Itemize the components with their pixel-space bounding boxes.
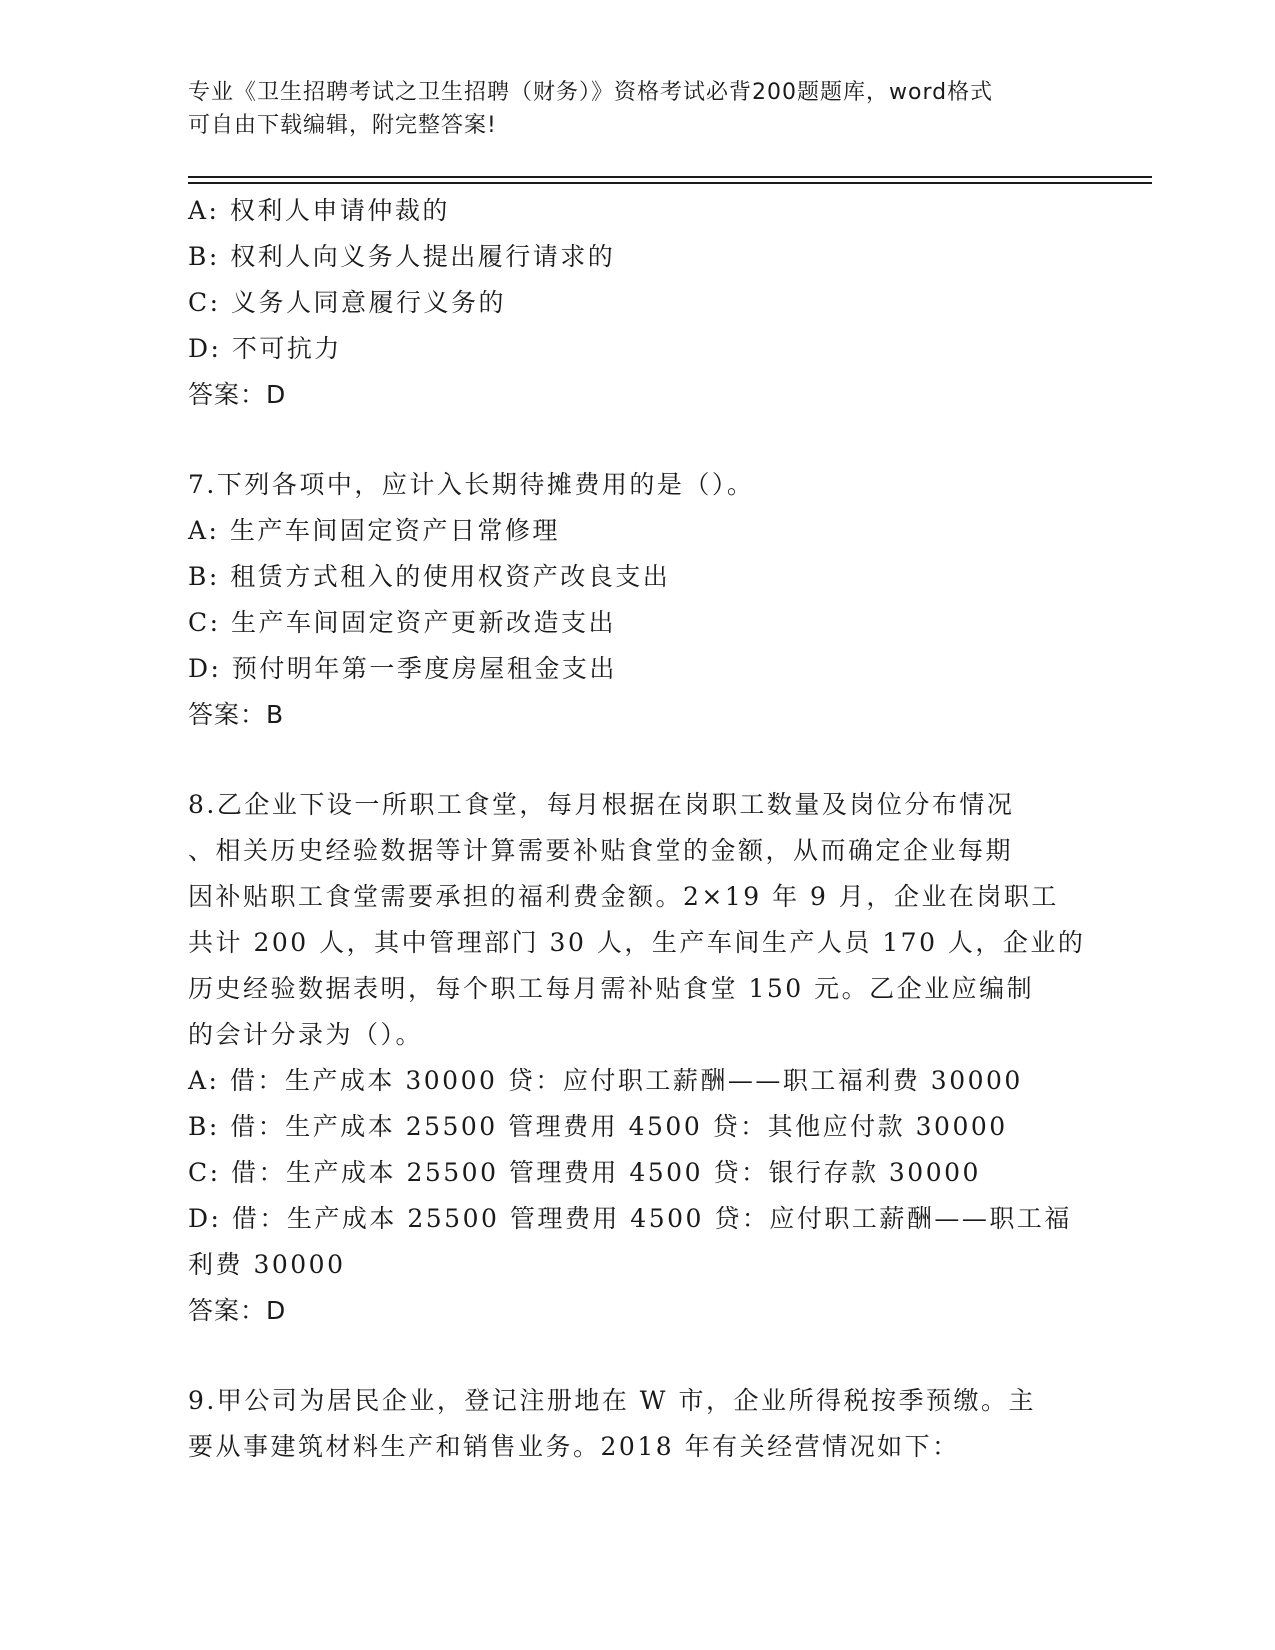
option-line: A: 借：生产成本 30000 贷：应付职工薪酬——职工福利费 30000 [188, 1066, 1023, 1095]
option-line: C: 义务人同意履行义务的 [188, 288, 506, 317]
option-line: B: 权利人向义务人提出履行请求的 [188, 242, 616, 271]
question-stem: 、相关历史经验数据等计算需要补贴食堂的金额，从而确定企业每期 [188, 836, 1014, 865]
question-stem: 历史经验数据表明，每个职工每月需补贴食堂 150 元。乙企业应编制 [188, 974, 1035, 1003]
question-stem: 因补贴职工食堂需要承担的福利费金额。2×19 年 9 月，企业在岗职工 [188, 882, 1059, 911]
block-spacer [188, 738, 1088, 782]
question-stem: 的会计分录为（）。 [188, 1020, 424, 1049]
header-rule-top [188, 176, 1152, 178]
question-block [188, 462, 1088, 738]
question-stem: 共计 200 人，其中管理部门 30 人，生产车间生产人员 170 人，企业的 [188, 928, 1086, 957]
option-line: D: 借：生产成本 25500 管理费用 4500 贷：应付职工薪酬——职工福 [188, 1204, 1072, 1233]
option-line: A: 权利人申请仲裁的 [188, 196, 450, 225]
answer-line: 答案：B [188, 700, 285, 729]
option-line: B: 租赁方式租入的使用权资产改良支出 [188, 562, 671, 591]
option-line: B: 借：生产成本 25500 管理费用 4500 贷：其他应付款 30000 [188, 1112, 1008, 1141]
block-spacer [188, 418, 1088, 462]
option-line: 利费 30000 [188, 1250, 346, 1279]
option-line: D: 预付明年第一季度房屋租金支出 [188, 654, 617, 683]
question-stem: 9.甲公司为居民企业，登记注册地在 W 市，企业所得税按季预缴。主 [188, 1386, 1036, 1415]
option-line: D: 不可抗力 [188, 334, 342, 363]
header-rule-bottom [188, 182, 1152, 184]
question-block [188, 188, 1088, 418]
block-spacer [188, 1334, 1088, 1378]
option-line: C: 生产车间固定资产更新改造支出 [188, 608, 616, 637]
question-content [188, 188, 1088, 1470]
question-block [188, 1378, 1088, 1470]
answer-line: 答案：D [188, 380, 287, 409]
question-stem: 要从事建筑材料生产和销售业务。2018 年有关经营情况如下： [188, 1432, 960, 1461]
option-line: C: 借：生产成本 25500 管理费用 4500 贷：银行存款 30000 [188, 1158, 981, 1187]
answer-line: 答案：D [188, 1296, 287, 1325]
document-header: 专业《卫生招聘考试之卫生招聘（财务）》资格考试必背200题题库，word格式 可自由下载编辑，附完整答案! [188, 80, 994, 138]
option-line: A: 生产车间固定资产日常修理 [188, 516, 560, 545]
question-stem: 7.下列各项中，应计入长期待摊费用的是（）。 [188, 470, 755, 499]
question-stem: 8.乙企业下设一所职工食堂，每月根据在岗职工数量及岗位分布情况 [188, 790, 1015, 819]
question-block [188, 782, 1088, 1334]
